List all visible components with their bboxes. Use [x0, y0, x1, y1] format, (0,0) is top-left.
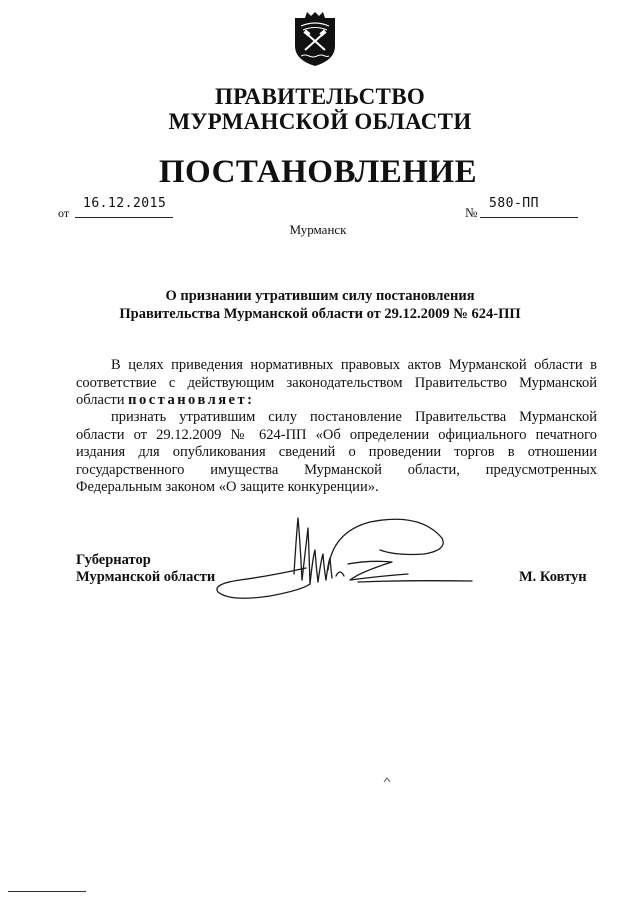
preamble-text: В целях приведения нормативных правовых актов Мурманской области в соответствие с действующим законодательством Правительство Мурманской области: [76, 357, 597, 408]
decision-paragraph: признать утратившим силу постановление Правительства Мурманской области от 29.12.2009 № 624-ПП «Об определении официального печатного издания для опубликования сведений о проведении торгов в отношении государственного имущества Мурманской области, предусмотренных Федеральным законом «О защите конкуренции».: [76, 409, 597, 495]
handwritten-signature-icon: [210, 510, 500, 620]
government-name-line1: ПРАВИТЕЛЬСТВО: [214, 84, 426, 109]
city-name: Мурманск: [289, 222, 347, 237]
preamble-paragraph: [76, 357, 597, 410]
date-underline: [75, 217, 173, 218]
subject-line1: О признании утратившим силу постановления: [165, 288, 475, 304]
coat-of-arms-icon: [291, 12, 339, 68]
decree-word: постановляет:: [128, 392, 255, 408]
date-value: 16.12.2015: [83, 196, 167, 211]
number-value: 580-ПП: [489, 196, 539, 211]
signer-name: М. Ковтун: [519, 569, 587, 585]
number-label: №: [465, 205, 478, 220]
footer-rule: [8, 891, 86, 892]
stray-mark-icon: [383, 776, 391, 784]
signer-title-line2: Мурманской области: [76, 569, 216, 585]
subject-line2: Правительства Мурманской области от 29.12.2009 № 624-ПП: [119, 306, 521, 322]
signer-title-line1: Губернатор: [76, 552, 151, 568]
number-underline: [480, 217, 578, 218]
government-name-line2: МУРМАНСКОЙ ОБЛАСТИ: [168, 109, 472, 134]
date-label: от: [58, 206, 70, 220]
document-type-title: ПОСТАНОВЛЕНИЕ: [158, 154, 478, 190]
